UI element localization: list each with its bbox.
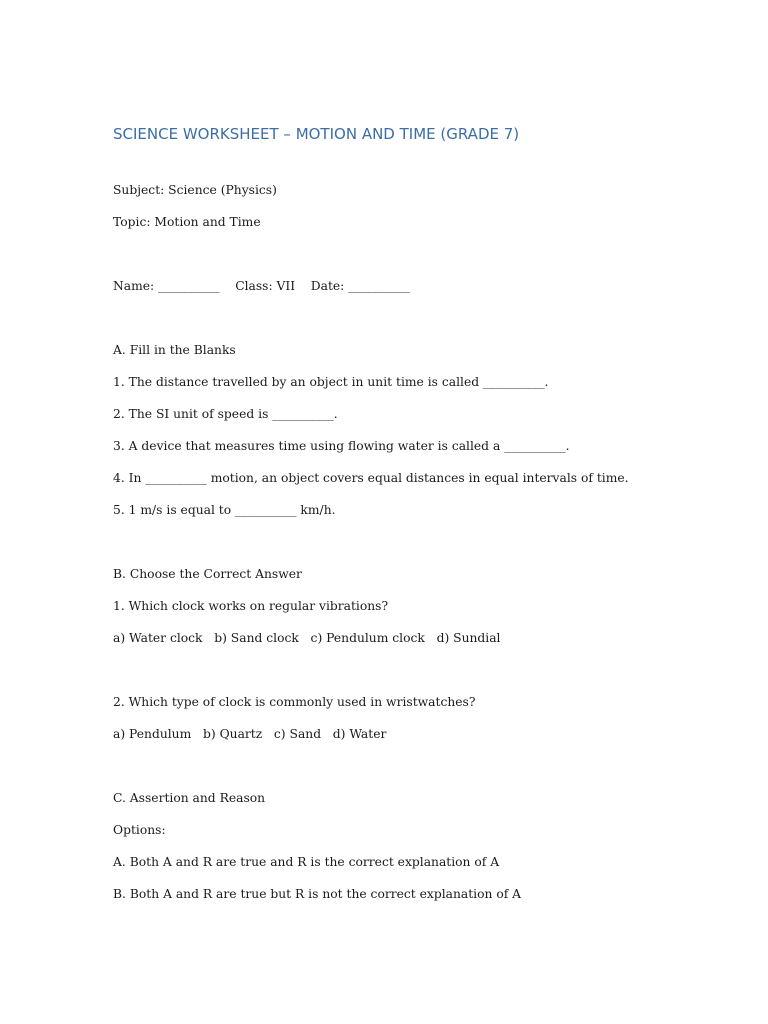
mcq-options-2: a) Pendulum b) Quartz c) Sand d) Water — [113, 727, 387, 741]
mcq-question-1: 1. Which clock works on regular vibrations? — [113, 599, 389, 613]
assertion-option-b: B. Both A and R are true but R is not the correct explanation of A — [113, 887, 522, 901]
mcq-options-1: a) Water clock b) Sand clock c) Pendulum clock d) Sundial — [113, 631, 501, 645]
fill-blank-item-3: 3. A device that measures time using flowing water is called a __________. — [113, 439, 570, 453]
fill-blank-item-5: 5. 1 m/s is equal to __________ km/h. — [113, 503, 336, 517]
assertion-option-a: A. Both A and R are true and R is the correct explanation of A — [113, 855, 500, 869]
fill-blank-item-1: 1. The distance travelled by an object in unit time is called __________. — [113, 375, 549, 389]
subject-line: Subject: Science (Physics) — [113, 183, 277, 197]
worksheet-title: SCIENCE WORKSHEET – MOTION AND TIME (GRADE 7) — [113, 125, 520, 143]
section-a-heading: A. Fill in the Blanks — [113, 343, 236, 357]
fill-blank-item-2: 2. The SI unit of speed is __________. — [113, 407, 338, 421]
topic-line: Topic: Motion and Time — [113, 215, 261, 229]
section-b-heading: B. Choose the Correct Answer — [113, 567, 302, 581]
mcq-question-2: 2. Which type of clock is commonly used in wristwatches? — [113, 695, 476, 709]
student-info-line: Name: __________ Class: VII Date: __________ — [113, 279, 410, 293]
section-c-heading: C. Assertion and Reason — [113, 791, 266, 805]
assertion-options-label: Options: — [113, 823, 166, 837]
fill-blank-item-4: 4. In __________ motion, an object covers equal distances in equal intervals of time. — [113, 471, 629, 485]
